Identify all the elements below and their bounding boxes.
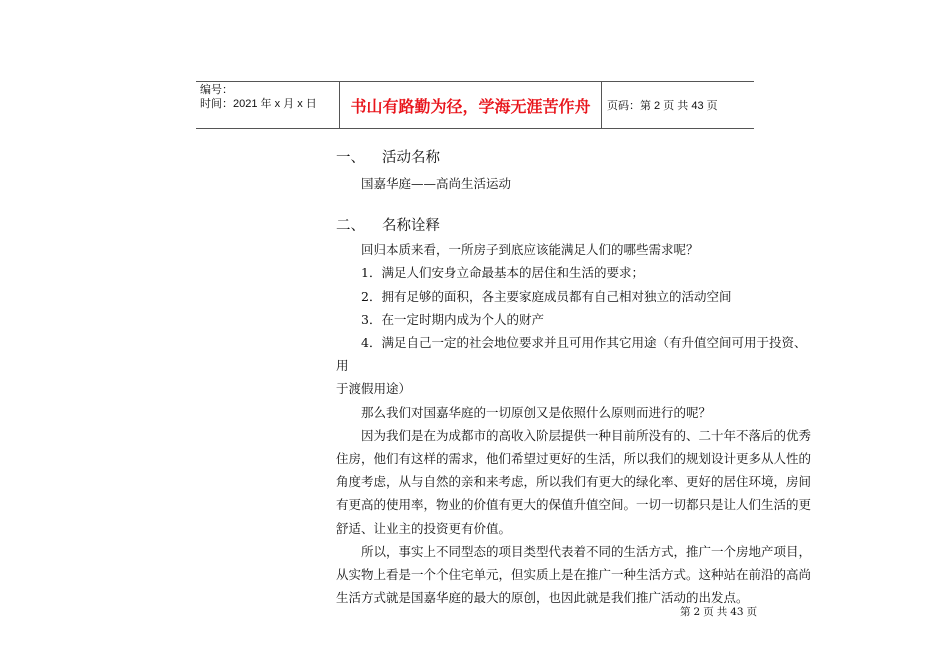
- paragraph-line: 因为我们是在为成都市的高收入阶层提供一种目前所没有的、二十年不落后的优秀: [361, 427, 812, 443]
- motto-text: 书山有路勤为径，学海无涯苦作舟: [350, 96, 591, 116]
- paragraph-line: 住房，他们有这样的需求，他们希望过更好的生活，所以我们的规划设计更多从人性的: [336, 451, 812, 467]
- section-number: 一、: [336, 150, 365, 166]
- serial-number-label: 编号：: [200, 84, 233, 96]
- page-header: [196, 81, 754, 129]
- footer-total-unit: 页: [746, 606, 758, 618]
- paragraph-line: 角度考虑，从与自然的亲和来考虑，所以我们有更大的绿化率、更好的居住环境，房间: [336, 474, 812, 490]
- list-item: 4．满足自己一定的社会地位要求并且可用作其它用途（有升值空间可用于投资、用: [336, 335, 807, 374]
- page-footer: [680, 604, 760, 619]
- paragraph-line: 舒适、让业主的投资更有价值。: [336, 520, 512, 536]
- paragraph-line: 所以，事实上不同型态的项目类型代表着不同的生活方式，推广一个房地产项目，: [361, 543, 812, 559]
- header-meta: [196, 82, 339, 128]
- header-motto: [339, 82, 602, 128]
- list-item: 2．拥有足够的面积，各主要家庭成员都有自己相对独立的活动空间: [361, 288, 732, 304]
- header-page-info: [602, 82, 754, 128]
- footer-page-unit: 页: [703, 606, 714, 618]
- list-item-continuation: 于渡假用途）: [336, 381, 412, 397]
- paragraph-line: 生活方式就是国嘉华庭的最大的原创，也因此就是我们推广活动的出发点。: [336, 590, 749, 606]
- section-title: 名称诠释: [382, 218, 440, 235]
- footer-page-label: 第: [680, 606, 691, 618]
- document-body: [336, 147, 816, 609]
- paragraph: 那么我们对国嘉华庭的一切原创又是依照什么原则而进行的呢？: [361, 404, 712, 420]
- page-info-text: 页码：第 2 页 共 43 页: [607, 100, 718, 112]
- section-title: 活动名称: [382, 150, 440, 166]
- list-item: 1．满足人们安身立命最基本的居住和生活的要求；: [361, 265, 644, 281]
- paragraph-line: 有更高的使用率，物业的价值有更大的保值升值空间。一切一切都只是让人们生活的更: [336, 497, 812, 513]
- footer-total-number: 43: [730, 606, 744, 618]
- section-number: 二、: [336, 218, 365, 235]
- date-text: 时间：2021 年 x 月 x 日: [200, 98, 317, 110]
- paragraph-line: 从实物上看是一个个住宅单元，但实质上是在推广一种生活方式。这种站在前沿的高尚: [336, 567, 812, 583]
- paragraph: 回归本质来看，一所房子到底应该能满足人们的哪些需求呢？: [361, 242, 699, 258]
- list-item: 3．在一定时期内成为个人的财产: [361, 311, 544, 327]
- section-heading-2: [336, 215, 816, 237]
- footer-total-label: 共: [716, 606, 728, 618]
- footer-page-number: 2: [693, 606, 701, 618]
- paragraph: 国嘉华庭——高尚生活运动: [361, 176, 512, 191]
- section-heading-1: [336, 147, 816, 169]
